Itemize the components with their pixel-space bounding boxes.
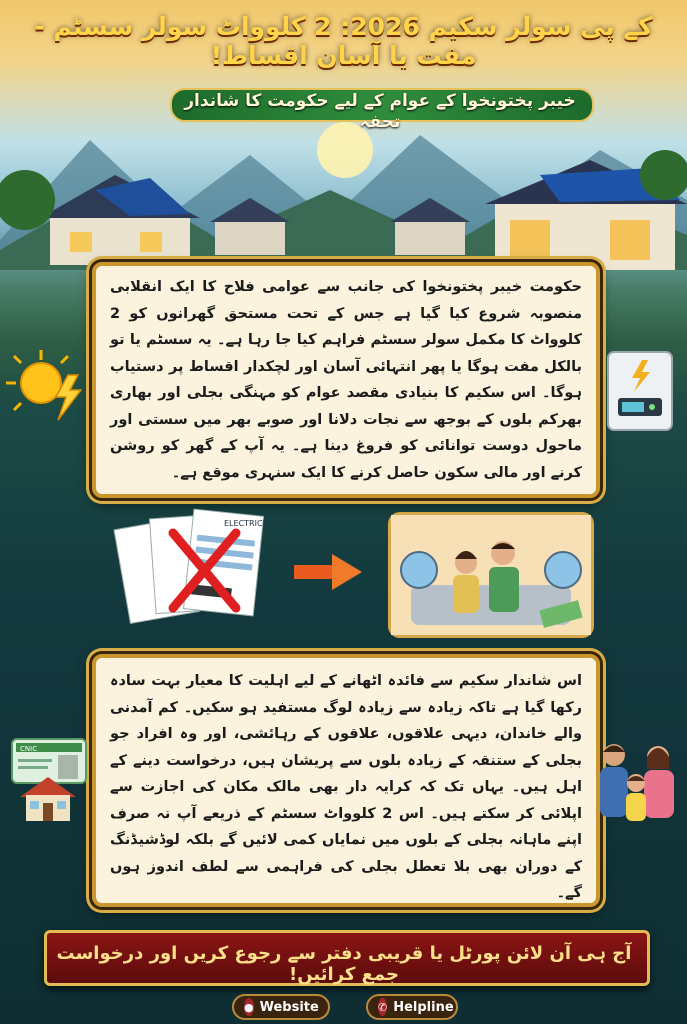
landscape-illustration: [0, 120, 687, 270]
poster-subtitle: خیبر پختونخوا کے عوام کے لیے حکومت کا شاندار تحفہ: [184, 91, 576, 132]
happy-family-illustration: [388, 512, 594, 638]
poster-title: کے پی سولر سکیم 2026: 2 کلوواٹ سولر سسٹم - مفت یا آسان اقساط!: [34, 12, 653, 70]
inverter-icon: [606, 350, 674, 432]
intro-card: [92, 262, 600, 498]
intro-text: حکومت خیبر پختونخوا کی جانب سے عوامی فلاح کا ایک انقلابی منصوبہ شروع کیا گیا ہے جس کے تحت مستحق گھرانوں کو 2 کلوواٹ کا مکمل سولر سسٹم فراہم کیا جا رہا ہے۔ یہ سسٹم یا تو بالکل مفت ہوگا یا پھر انتہائی آسان اور لچکدار اقساط پر دستیاب ہوگا۔ اس سکیم کا بنیادی مقصد عوام کو مہنگی بجلی اور بھاری بھرکم بلوں کے بوجھ سے نجات دلانا اور صوبے بھر میں سستی اور ماحول دوست توانائی کو فروغ دینا ہے۔ یہ آپ کے گھر کو روشن کرنے اور مالی سکون حاصل کرنے کا ایک سنہری موقع ہے۔: [110, 279, 582, 481]
cnic-house-icon: [8, 735, 90, 825]
helpline-button[interactable]: [366, 994, 458, 1020]
bill-label: ELECTRICITY: [224, 519, 275, 528]
cta-text: آج ہی آن لائن پورٹل یا قریبی دفتر سے رجوع کریں اور درخواست جمع کرائیں!: [56, 943, 632, 985]
sun-lightning-icon: [6, 345, 96, 425]
phone-icon: ✆: [378, 998, 387, 1016]
eligibility-card: [92, 654, 600, 907]
globe-icon: ●: [244, 998, 254, 1016]
website-label: Website: [259, 999, 319, 1015]
helpline-label: Helpline: [393, 999, 454, 1015]
cnic-label: CNIC: [20, 745, 38, 753]
website-button[interactable]: [232, 994, 330, 1020]
electricity-bills-crossed-icon: [118, 508, 275, 633]
family-icon: [592, 735, 684, 827]
eligibility-text: اس شاندار سکیم سے فائدہ اٹھانے کے لیے اہلیت کا معیار بہت سادہ رکھا گیا ہے تاکہ زیادہ سے زیادہ لوگ مستفید ہو سکیں۔ کم آمدنی والے خاندان، دیہی علاقوں، علاقوں کے رہائشی، اور وہ افراد جو بجلی کے ستنقہ کے زیادہ بلوں سے پریشان ہیں، درخواست دینے کے اہل ہیں۔ یہاں تک کہ کرایہ دار بھی مالک مکان کی اجازت سے اپلائی کر سکتے ہیں۔ اس 2 کلوواٹ سسٹم کے ذریعے آپ نہ صرف اپنے ماہانہ بجلی کے بلوں میں نمایاں کمی لائیں گے بلکہ لوڈشیڈنگ کے دوران بھی بلا تعطل بجلی کی فراہمی سے لطف اندوز ہوں گے۔: [110, 673, 582, 901]
arrow-right-icon: [292, 550, 364, 594]
